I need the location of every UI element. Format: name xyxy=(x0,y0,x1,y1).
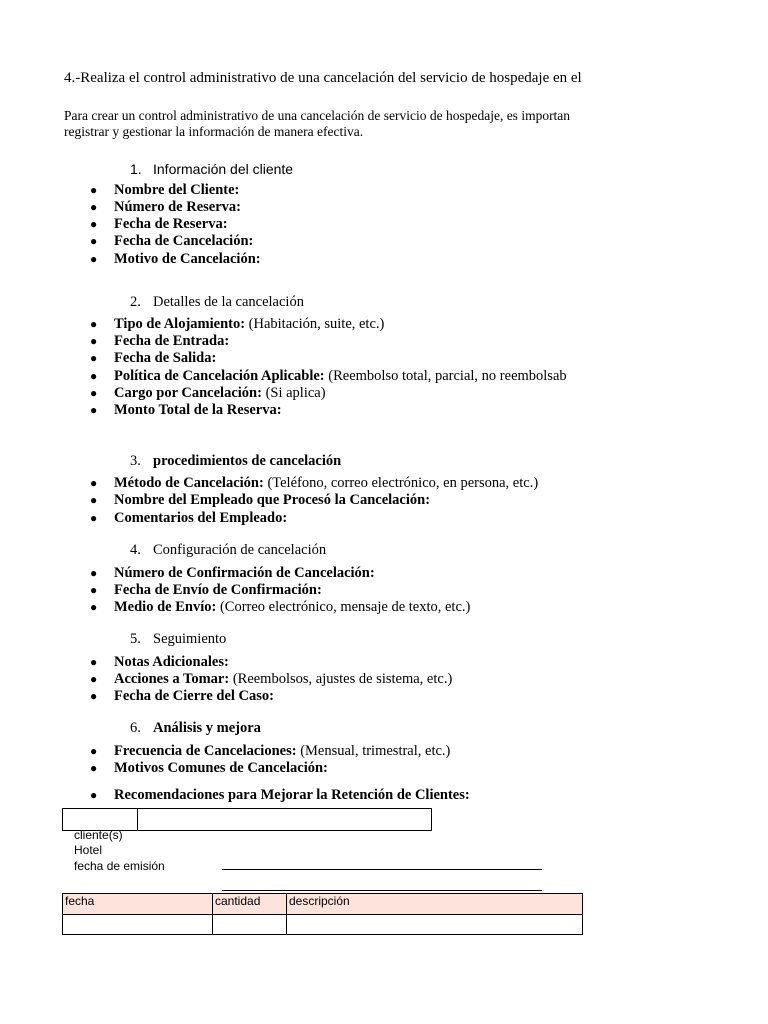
section-title: Detalles de la cancelación xyxy=(153,294,304,310)
bullet-icon: ● xyxy=(90,761,98,775)
detail-table xyxy=(62,893,583,935)
box-divider xyxy=(137,809,138,830)
table-cell[interactable] xyxy=(63,915,213,935)
section-heading-4 xyxy=(130,542,326,559)
table-cell[interactable] xyxy=(213,915,287,935)
bullet-icon: ● xyxy=(90,234,98,248)
question-title: 4.-Realiza el control administrativo de una cancelación del servicio de hospedaje en el xyxy=(64,70,582,86)
intro-line: Para crear un control administrativo de una cancelación de servicio de hospedaje, es importan xyxy=(64,108,571,123)
section-heading-2 xyxy=(130,294,304,311)
table-row xyxy=(63,915,583,935)
bullet-icon: ● xyxy=(90,600,98,614)
bullet-icon: ● xyxy=(90,566,98,580)
section-heading-6 xyxy=(130,720,261,737)
section-title: procedimientos de cancelación xyxy=(153,453,342,469)
bullet-icon: ● xyxy=(90,511,98,525)
bullet-icon: ● xyxy=(90,744,98,758)
bullet-icon: ● xyxy=(90,476,98,490)
bullet-icon: ● xyxy=(90,183,98,197)
bullet-icon: ● xyxy=(90,403,98,417)
section-number: 1. xyxy=(130,161,142,177)
table-cell[interactable] xyxy=(287,915,583,935)
bullet-icon: ● xyxy=(90,317,98,331)
bullet-icon: ● xyxy=(90,200,98,214)
bullet-icon: ● xyxy=(90,493,98,507)
section-title: Seguimiento xyxy=(153,631,227,647)
bullet-icon: ● xyxy=(90,672,98,686)
bullet-icon: ● xyxy=(90,217,98,231)
bullet-icon: ● xyxy=(90,689,98,703)
section-title: Análisis y mejora xyxy=(153,720,261,736)
bullet-icon: ● xyxy=(90,334,98,348)
section-number: 5. xyxy=(130,631,141,647)
column-header-descripcion: descripción xyxy=(287,894,583,915)
issue-date-label: fecha de emisión xyxy=(74,859,165,873)
section-number: 3. xyxy=(130,453,141,469)
signature-line[interactable] xyxy=(222,890,542,891)
list-item: ● Política de Cancelación Aplicable: (Reembolso total, parcial, no reembolsab xyxy=(90,368,567,384)
section-heading-1 xyxy=(130,161,293,177)
section-heading-3 xyxy=(130,453,341,470)
intro-paragraph xyxy=(64,108,582,140)
section-number: 2. xyxy=(130,294,141,310)
section-title: Información del cliente xyxy=(153,161,294,177)
section-number: 6. xyxy=(130,720,141,736)
column-header-cantidad: cantidad xyxy=(213,894,287,915)
hotel-label: Hotel xyxy=(74,843,103,857)
table-header-row xyxy=(63,894,583,915)
section-heading-5 xyxy=(130,631,226,648)
bullet-icon: ● xyxy=(90,583,98,597)
bullet-icon: ● xyxy=(90,369,98,383)
bullet-icon: ● xyxy=(90,788,98,802)
bullet-icon: ● xyxy=(90,252,98,266)
client-label: cliente(s) xyxy=(74,828,123,842)
column-header-fecha: fecha xyxy=(63,894,213,915)
bullet-icon: ● xyxy=(90,655,98,669)
section-number: 4. xyxy=(130,542,141,558)
intro-line: registrar y gestionar la información de manera efectiva. xyxy=(64,124,364,139)
bullet-icon: ● xyxy=(90,351,98,365)
section-title: Configuración de cancelación xyxy=(153,542,327,558)
bullet-icon: ● xyxy=(90,386,98,400)
issue-date-line[interactable] xyxy=(222,869,542,870)
